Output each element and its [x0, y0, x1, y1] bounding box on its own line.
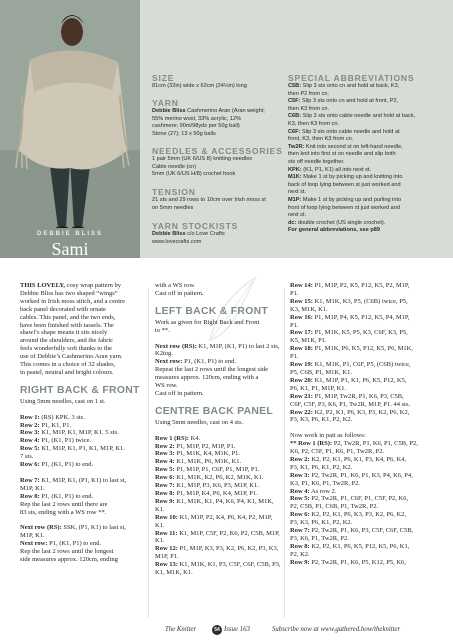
pattern-row-line: P3, K3, P6, K1, P2, K2. — [290, 416, 353, 424]
size-heading: SIZE — [152, 73, 175, 83]
abbreviation-line: next st. — [288, 212, 307, 219]
intro-line: have been finished with tassels. The — [20, 321, 114, 329]
pattern-row-line: Row 11: K1, M1P, C5F, P2, K6, P2, C5B, M1P, — [155, 529, 280, 537]
instruction-line: Row 4: P1, (K1, P1) twice. — [20, 437, 92, 445]
instruction-line: M1P, K1. — [20, 532, 45, 540]
instruction-line: Next row (RS): K1, M1P, (K1, P1) to last 2 sts, — [155, 342, 280, 350]
intro-line: worked in Irish moss stitch, and a centre — [20, 297, 126, 305]
abbreviation-line: then P2 from cn. — [288, 90, 330, 97]
pattern-row-line: Row 6: K1, M1K, K2, P6, K2, M1K, K1. — [155, 474, 264, 482]
pattern-row-line: Row 7: K1, M1P, P3, K6, P3, M1P, K1. — [155, 482, 259, 490]
pattern-row-line: K1. — [155, 505, 165, 513]
pattern-row-line: P1. — [290, 321, 299, 329]
pattern-row-line: P5, C6B, P1, M1K, K1. — [290, 368, 352, 376]
pattern-row-line: P2, K2. — [290, 550, 310, 558]
pattern-row-line: P2, C5B, P1, C6B, P1, Tw2R, P2. — [290, 503, 379, 511]
intro-line: cables. This panel, and the two ends, — [20, 313, 116, 321]
abbreviation-line: Tw2R: Knit into second st on left-hand needle, — [288, 143, 403, 150]
instruction-line: Row 6: P1, (K1, P1) to end. — [20, 461, 94, 469]
needles-line-1: 1 pair 5mm (UK 6/US 8) knitting needles — [152, 156, 253, 162]
abbreviation-line: K3, then K3 from cn. — [288, 121, 339, 127]
abbreviation-line: C5B: Slip 3 sts onto cn and hold at back, K3, — [288, 83, 400, 89]
section-centre-back-panel: CENTRE BACK PANEL — [155, 405, 274, 417]
blank-line — [155, 427, 285, 435]
intro-line: THIS LOVELY, cosy wrap pattern by — [20, 282, 122, 289]
pattern-row-line: Row 18: P1, M1K, P6, K5, P12, K5, P6, M1K, — [290, 345, 413, 353]
yarn-line-4: Stone (27); 13 x 50g balls — [152, 130, 216, 137]
column-middle — [155, 282, 285, 577]
pattern-row-line: Row 12: P1, M1P, K3, P3, K2, P6, K2, P3, K3, — [155, 545, 279, 553]
instruction-line: Next row: P1, (K1, P1) to end. — [20, 540, 101, 548]
blank-line — [20, 406, 145, 414]
pattern-row-line: Row 22: K2, P2, K1, P6, K3, P3, K2, P6, K2, — [290, 408, 410, 416]
pattern-row-line: Row 4: As row 2. — [290, 487, 337, 495]
instruction-line: Row 7: K1, M1P, K1, (P1, K1) to last st, — [20, 476, 127, 484]
pattern-row-line: K1. — [155, 537, 165, 545]
abbreviation-line: then knit into first st on needle and slip both — [288, 151, 396, 158]
pattern-row-line: Row 21: P1, M1P, Tw2R, P1, K6, P3, C5B, — [290, 392, 404, 400]
intro-line: This comes in a choice of 32 shades, — [20, 361, 116, 369]
pattern-row-line: Row 14: P1, M1P, P2, K5, P12, K5, P2, M1P, — [290, 282, 410, 289]
instruction-line: Row 3: K1, M1P, K1, M1P, K1. 5 sts. — [20, 429, 119, 437]
blank-line — [20, 516, 145, 524]
intro-line: back panel decorated with ornate — [20, 305, 106, 313]
pattern-row-line: Row 5: P1, M1P, P1, C6F, P1, M1P, P1. — [155, 466, 260, 474]
pattern-row-line: P1. — [290, 289, 299, 297]
instruction-line: Row 5: K1, M1P, K1, P1, K1, M1P, K1. — [20, 445, 125, 453]
instruction-line: Row 2: P1, K1, P1. — [20, 421, 72, 429]
pattern-row-line: Row 2: P1, M1P, P2, M1P, P1. — [155, 442, 236, 450]
pattern-row-line: Using 5mm needles, cast on 4 sts. — [155, 418, 244, 426]
abbreviation-line: back of loop lying between st just worked and — [288, 181, 401, 188]
instruction-line: with a WS row. — [155, 282, 196, 289]
pattern-row-line: P6, K1, P1, M1P, K1. — [290, 384, 347, 392]
pattern-row-line: Row 6: K2, P2, K1, P6, K3, P3, K2, P6, K2, — [290, 511, 407, 519]
pattern-row-line: Row 3: P1, M1K, K4, M1K, P1. — [155, 450, 241, 458]
abbreviation-line: M1P: Make 1 st by picking up and purling into — [288, 197, 402, 203]
stockists-line-1: Debbie Bliss c/o Love Crafts — [152, 231, 225, 237]
size-text: 81cm (32in) wide x 62cm (24½in) long — [152, 83, 247, 89]
pattern-row-line: C6F, C5F, P3, K6, P1, Tw2R, M1P, P1. 44 sts. — [290, 400, 411, 408]
column-right — [290, 282, 440, 567]
tension-heading: TENSION — [152, 187, 196, 197]
pattern-row-line: P3, K1, P6, K1, P2, K2. — [290, 463, 353, 471]
pattern-row-line: Row 16: P1, M1P, P4, K5, P12, K5, P4, M1P, — [290, 313, 410, 321]
instruction-line: Rep the last 2 rows until there are — [20, 500, 108, 508]
instruction-line: Rep the last 2 rows until the longest — [20, 548, 114, 556]
section-left-back-front: LEFT BACK & FRONT — [155, 305, 269, 317]
blank-line — [20, 469, 145, 477]
intro-line: shawl’s shape means it sits nicely — [20, 329, 108, 337]
instruction-line: measures approx. 120cm, ending with a — [155, 374, 259, 382]
instruction-line: M1P, K1. — [20, 484, 45, 492]
intro-line: use of Debbie’s Cashmerino Aran yarn. — [20, 353, 123, 361]
continued-instructions — [155, 282, 285, 298]
pattern-row-line: K3, P1, K6, P1, Tw2R, P2. — [290, 479, 361, 487]
instruction-line: WS row. — [155, 382, 178, 390]
subscribe-link[interactable]: Subscribe now at www.gathered.how/theknitter — [272, 626, 401, 633]
intro-paragraph — [20, 282, 145, 377]
pattern-row-line: Row 9: K1, M1K, K1, P4, K6, P4, K1, M1K, — [155, 497, 274, 505]
intro-line: around the shoulders, and the fabric — [20, 337, 114, 345]
model-in-wrap-illustration — [0, 0, 140, 258]
yarn-line-1: Debbie Bliss Cashmerino Aran (Aran weight; — [152, 108, 265, 114]
page-footer — [0, 624, 453, 640]
pattern-row-line: Row 7: P2, Tw2R, P1, K6, P3, C5F, C6F, C5B, — [290, 527, 414, 535]
pattern-row-line: M1P, P1. — [155, 553, 179, 561]
tension-line-2: on 5mm needles — [152, 204, 194, 211]
left-back-front-instructions — [155, 319, 285, 398]
pattern-row-line: P3, K6, P1, Tw2R, P2. — [290, 534, 349, 542]
pattern-row-line: Row 4: K1, M1K, P6, M1K, K1. — [155, 458, 242, 466]
blank-line — [290, 424, 440, 432]
instruction-line: Cast off in pattern. — [155, 289, 204, 297]
instruction-line: Repeat the last 2 rows until the longest side — [155, 366, 269, 374]
stockists-url: www.lovecrafts.com — [152, 238, 202, 245]
pattern-row-line: K1, M1K, K1. — [155, 569, 193, 577]
instruction-line: Next row (RS): SSK, (P1, K1) to last st, — [20, 524, 126, 532]
pattern-row-line: K5, M1K, P1. — [290, 337, 327, 345]
pattern-row-line: Now work in patt as follows: — [290, 432, 366, 440]
section-right-back-front: RIGHT BACK & FRONT — [20, 384, 140, 396]
pattern-row-line: Row 10: K1, M1P, P2, K4, P6, K4, P2, M1P, — [155, 513, 273, 521]
pattern-row-line: K1. — [155, 521, 165, 529]
abbreviation-line: dc: double crochet (US single crochet). — [288, 219, 386, 226]
designer-eyebrow: DEBBIE BLISS — [36, 231, 103, 237]
pattern-row-line: Row 5: P2, Tw2R, P1, C6F, P1, C5F, P2, K6, — [290, 495, 409, 503]
yarn-line-2: 55% merino wool, 33% acrylic, 12% — [152, 115, 241, 122]
needles-heading: NEEDLES & ACCESSORIES — [152, 146, 283, 156]
pattern-row-line: Row 19: K1, M1K, P1, C6F, P5, (C6B) twice, — [290, 361, 411, 369]
pattern-row-line: Row 1 (RS): K4. — [155, 434, 201, 442]
instruction-line: K2tog. — [155, 350, 173, 358]
pattern-row-line: Row 3: P2, Tw2R, P1, K6, P1, K3, P4, K6, P4, — [290, 471, 413, 479]
pattern-row-line: Row 2: K2, P2, K1, P6, K1, P3, K4, P6, K4, — [290, 455, 407, 463]
abbreviation-line: front of loop lying between st just worked and — [288, 204, 400, 211]
instruction-line: 7 sts. — [20, 453, 34, 461]
abbreviation-line: then K3 from cn. — [288, 105, 330, 112]
pattern-row-line: Row 9: P2, Tw2R, P1, K6, P5, K12, P5, K6, — [290, 558, 406, 566]
instruction-line: Using 5mm needles, cast on 1 st. — [20, 397, 106, 405]
pattern-row-line: ** Row 1 (RS): P2, Tw2R, P1, K6, P1, C5B, P2, — [290, 440, 418, 448]
needles-line-2: Cable needle (cn) — [152, 163, 197, 170]
pattern-row-line: K6, P2, C5F, P1, K6, P1, Tw2R, P2. — [290, 448, 385, 456]
page-number: 54 — [212, 625, 222, 635]
blank-line — [155, 335, 285, 343]
magazine-name: The Knitter — [165, 626, 197, 633]
needles-line-3: 5mm (UK 6/US H/8) crochet hook — [152, 171, 236, 178]
instruction-line: Cast off in pattern. — [155, 389, 204, 397]
tension-line-1: 21 sts and 29 rows to 10cm over Irish moss st — [152, 197, 266, 203]
yarn-line-3: cashmere; 90m/98yds per 50g ball) — [152, 123, 240, 130]
pattern-row-line: Row 20: K1, M1P, P1, K1, P6, K5, P12, K5, — [290, 376, 407, 384]
abbreviation-line: next st. — [288, 189, 307, 196]
instruction-line: Row 8: P1, (K1, P1) to end. — [20, 492, 94, 500]
pattern-title: Sami — [51, 239, 89, 258]
cover-photo — [0, 0, 140, 258]
instruction-line: 83 sts, ending with a WS row **. — [20, 508, 107, 516]
column-divider — [284, 288, 285, 618]
yarn-heading: YARN — [152, 98, 179, 108]
specs-panel — [140, 0, 453, 258]
centre-panel-rows — [155, 419, 285, 577]
abbreviation-line: M1K: Make 1 st by picking up and knitting into — [288, 174, 403, 181]
instruction-line: Next row: P1, (K1, P1) to end. — [155, 358, 236, 366]
abbreviation-line: front, K3, then K3 from cn. — [288, 136, 354, 143]
abbreviation-line: For general abbreviations, see p89 — [288, 227, 381, 234]
pattern-row-line: P1. — [290, 353, 299, 361]
instruction-line: to **. — [155, 326, 170, 334]
abbreviation-line: KPK: (K1, P1, K1) all into next st. — [288, 166, 372, 173]
column-divider — [148, 288, 149, 618]
pattern-row-line: Row 8: P1, M1P, K4, P6, K4, M1P, P1. — [155, 490, 258, 497]
instruction-line: Row 1: (RS) KPK. 3 sts. — [20, 413, 85, 421]
pattern-row-line: Row 17: P1, M1K, K5, P5, K3, C6F, K3, P5, — [290, 329, 408, 337]
intro-line: in pastel, neutral and bright colours. — [20, 368, 114, 376]
abbreviations-heading: SPECIAL ABBREVIATIONS — [288, 73, 415, 83]
abbreviation-line: sts off needle together. — [288, 159, 345, 165]
intro-line: Debbie Bliss has two shaped “wings” — [20, 289, 118, 297]
abbreviation-line: C6F: Slip 3 sts onto cable needle and hold at — [288, 128, 400, 135]
issue-number: Issue 163 — [224, 626, 250, 633]
pattern-row-line: P3, K3, P6, K1, P2, K2. — [290, 519, 353, 527]
centre-panel-rows-continued — [290, 282, 440, 567]
intro-line: feels wonderfully soft thanks to the — [20, 345, 112, 353]
pattern-row-line: Row 15: K1, M1K, K3, P5, (C6B) twice, P5, — [290, 297, 408, 305]
instruction-line: side measures approx. 120cm, ending — [20, 555, 118, 563]
pattern-row-line: Row 13: K1, M1K, K1, P3, C5F, C6F, C5B, P3, — [155, 561, 281, 569]
right-back-front-instructions — [20, 398, 145, 564]
pattern-row-line: K3, M1K, K1. — [290, 305, 328, 313]
pattern-row-line: Row 8: K2, P2, K1, P6, K5, P12, K5, P6, K1, — [290, 542, 410, 550]
abbreviation-line: C6B: Slip 3 sts onto cable needle and hold at back, — [288, 113, 416, 120]
instruction-line: Work as given for Right Back and Front — [155, 318, 260, 326]
column-left — [20, 282, 145, 564]
abbreviation-line: C5F: Slip 3 sts onto cn and hold at front, P2, — [288, 98, 399, 105]
stockists-heading: YARN STOCKISTS — [152, 221, 239, 231]
